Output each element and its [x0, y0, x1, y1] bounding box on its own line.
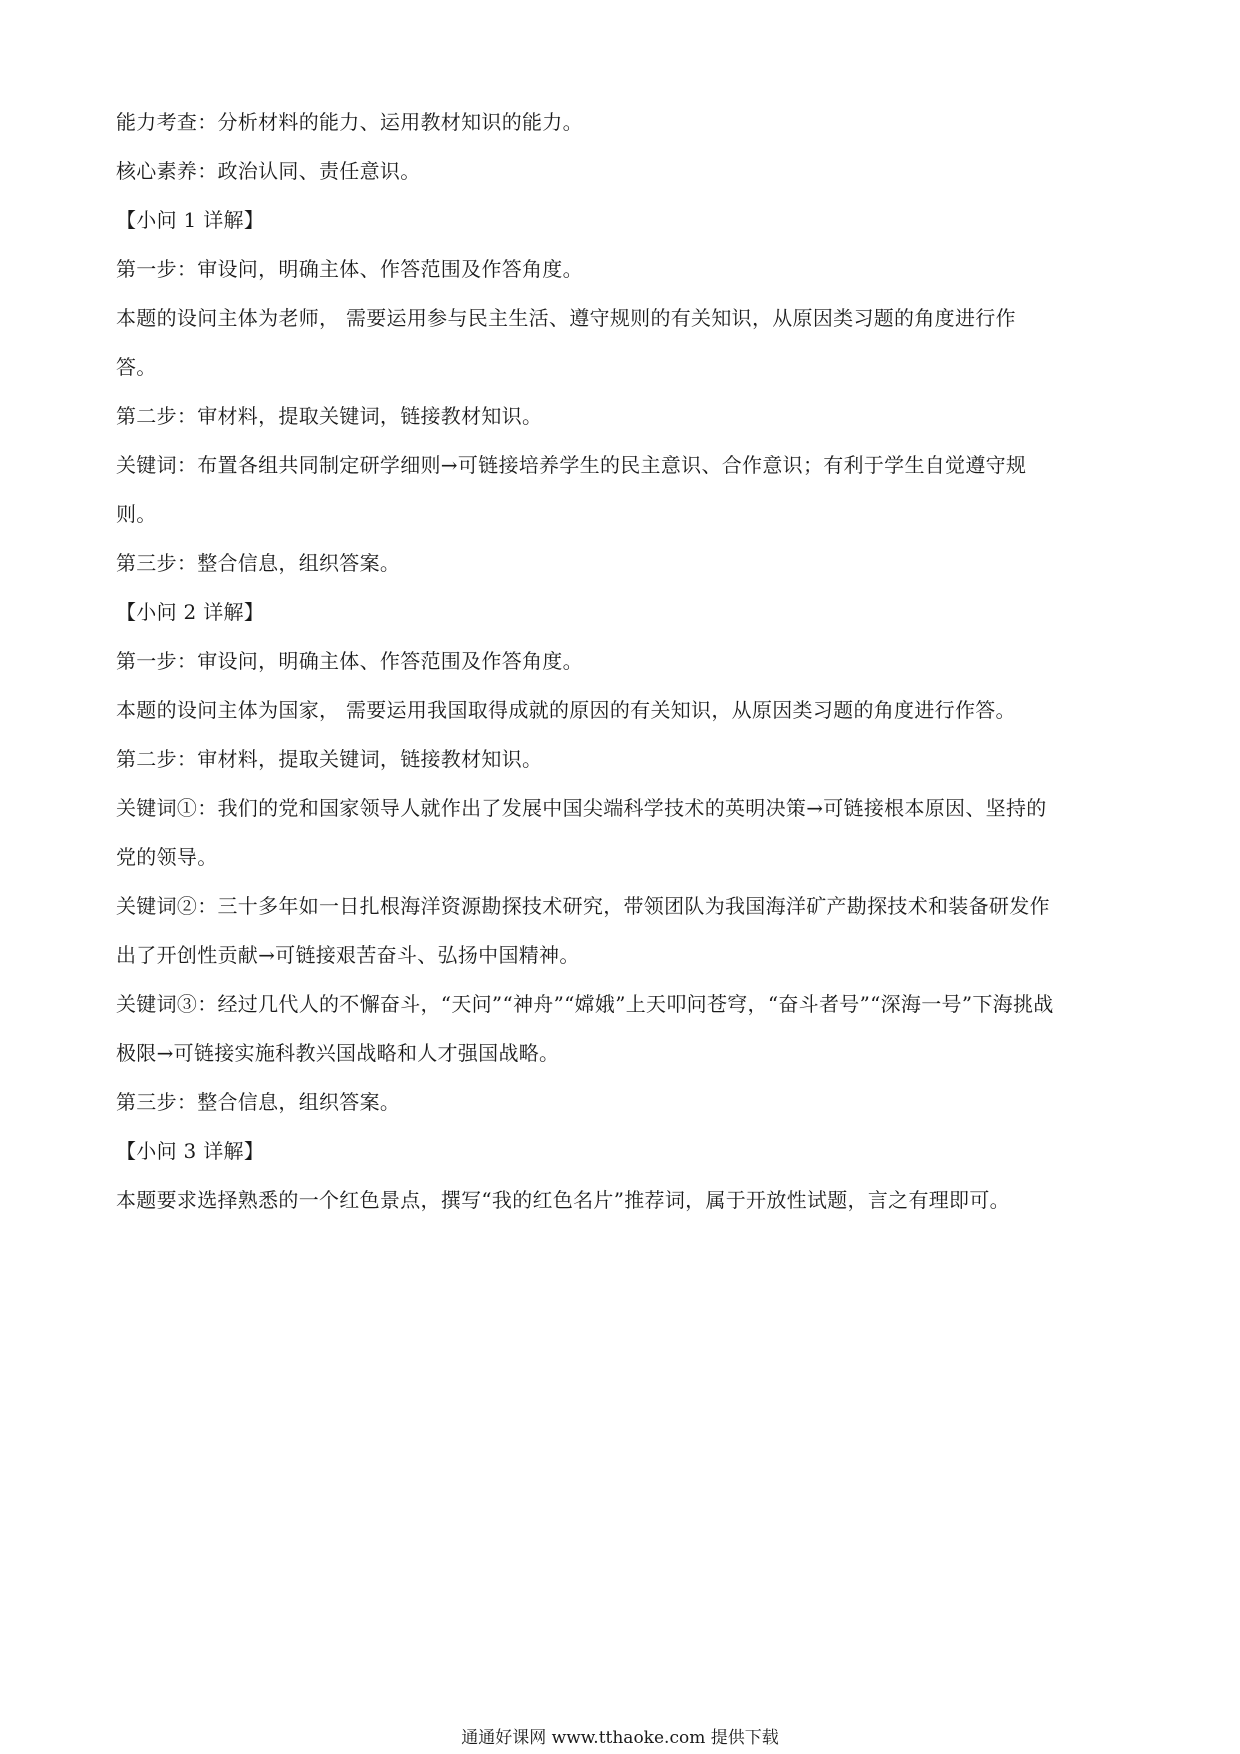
- section-heading: 【小问 1 详解】: [116, 208, 265, 232]
- page-footer: 通通好课网 www.tthaoke.com 提供下载: [461, 1728, 779, 1748]
- text-line: 第三步：整合信息，组织答案。: [116, 1090, 401, 1114]
- text-line: 关键词③：经过几代人的不懈奋斗，“天问”“神舟”“嫦娥”上天叩问苍穹，“奋斗者号”“深海一号”下海挑战: [116, 992, 1054, 1016]
- section-heading: 【小问 2 详解】: [116, 600, 265, 624]
- text-line: 第三步：整合信息，组织答案。: [116, 551, 401, 575]
- text-line: 本题的设问主体为老师， 需要运用参与民主生活、遵守规则的有关知识，从原因类习题的角度进行作: [116, 306, 1016, 330]
- text-line: 能力考查：分析材料的能力、运用教材知识的能力。: [116, 110, 583, 134]
- text-line: 出了开创性贡献→可链接艰苦奋斗、弘扬中国精神。: [116, 943, 580, 967]
- text-line: 党的领导。: [116, 845, 218, 869]
- text-line: 则。: [116, 502, 157, 526]
- text-line: 核心素养：政治认同、责任意识。: [116, 159, 421, 183]
- text-line: 本题的设问主体为国家， 需要运用我国取得成就的原因的有关知识，从原因类习题的角度进行作答。: [116, 698, 1016, 722]
- text-line: 极限→可链接实施科教兴国战略和人才强国战略。: [116, 1041, 560, 1065]
- document-body: [116, 98, 1126, 1225]
- text-line: 第二步：审材料，提取关键词，链接教材知识。: [116, 404, 543, 428]
- text-line: 第二步：审材料，提取关键词，链接教材知识。: [116, 747, 543, 771]
- text-line: 答。: [116, 355, 157, 379]
- text-line: 本题要求选择熟悉的一个红色景点，撰写“我的红色名片”推荐词，属于开放性试题，言之有理即可。: [116, 1188, 1010, 1212]
- text-line: 关键词：布置各组共同制定研学细则→可链接培养学生的民主意识、合作意识；有利于学生自觉遵守规: [116, 453, 1027, 477]
- section-heading: 【小问 3 详解】: [116, 1139, 265, 1163]
- text-line: 关键词②：三十多年如一日扎根海洋资源勘探技术研究，带领团队为我国海洋矿产勘探技术和装备研发作: [116, 894, 1050, 918]
- text-line: 关键词①：我们的党和国家领导人就作出了发展中国尖端科学技术的英明决策→可链接根本原因、坚持的: [116, 796, 1047, 820]
- text-line: 第一步：审设问，明确主体、作答范围及作答角度。: [116, 257, 583, 281]
- text-line: 第一步：审设问，明确主体、作答范围及作答角度。: [116, 649, 583, 673]
